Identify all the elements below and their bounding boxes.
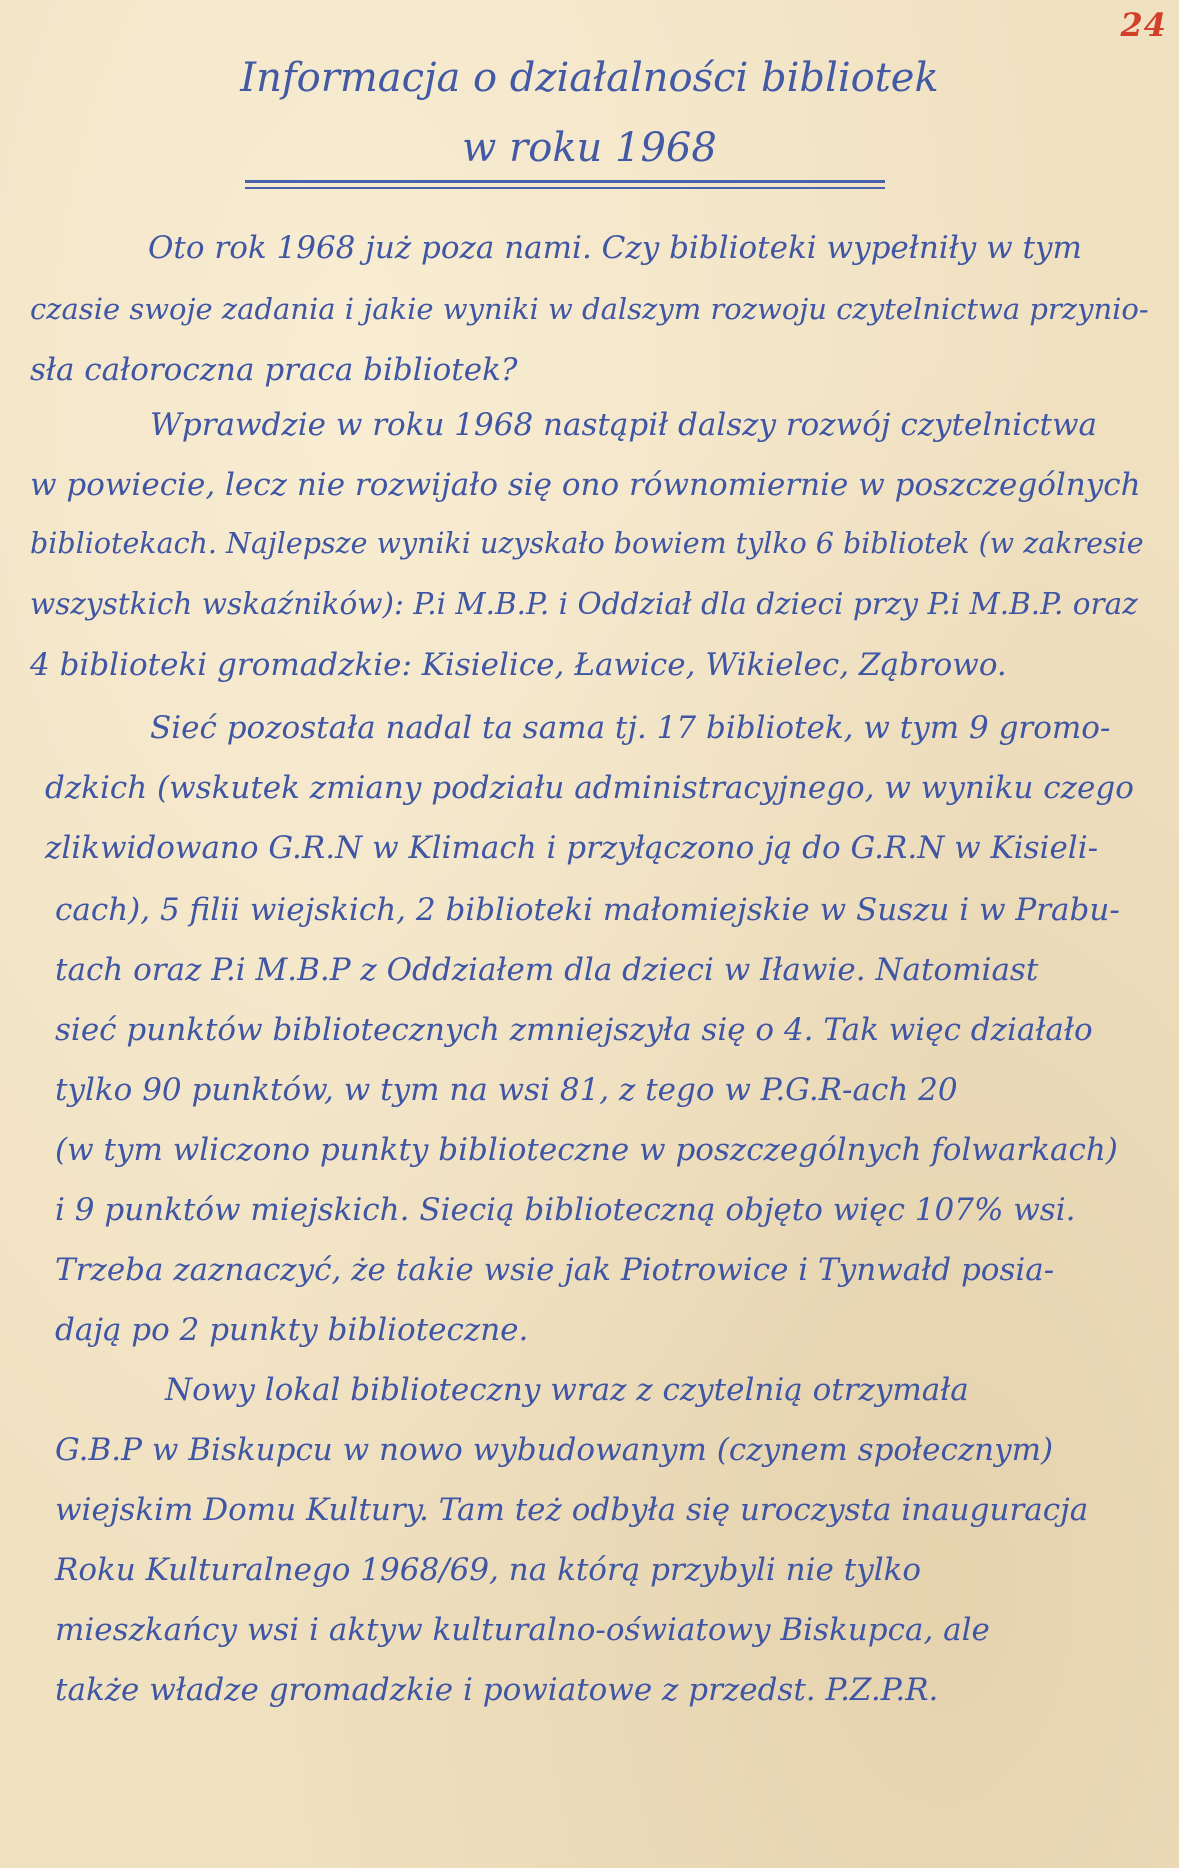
text-line: Trzeba zaznaczyć, że takie wsie jak Piotrowice i Tynwałd posia- bbox=[55, 1252, 1055, 1288]
text-line: bibliotekach. Najlepsze wyniki uzyskało bowiem tylko 6 bibliotek (w zakresie bbox=[30, 527, 1144, 560]
text-line: cach), 5 filii wiejskich, 2 biblioteki małomiejskie w Suszu i w Prabu- bbox=[55, 892, 1120, 928]
page-number: 24 bbox=[1120, 6, 1167, 44]
text-line: sła całoroczna praca bibliotek? bbox=[30, 352, 518, 388]
text-line: G.B.P w Biskupcu w nowo wybudowanym (czynem społecznym) bbox=[55, 1432, 1054, 1468]
text-line: wszystkich wskaźników): P.i M.B.P. i Oddział dla dzieci przy P.i M.B.P. oraz bbox=[30, 587, 1138, 621]
text-line: w powiecie, lecz nie rozwijało się ono równomiernie w poszczególnych bbox=[30, 467, 1141, 503]
text-line: zlikwidowano G.R.N w Klimach i przyłączono ją do G.R.N w Kisieli- bbox=[45, 830, 1099, 866]
text-line: Sieć pozostała nadal ta sama tj. 17 bibliotek, w tym 9 gromo- bbox=[150, 710, 1111, 746]
text-line: i 9 punktów miejskich. Siecią biblioteczną objęto więc 107% wsi. bbox=[55, 1192, 1076, 1228]
text-line: dają po 2 punkty biblioteczne. bbox=[55, 1312, 529, 1348]
text-line: 4 biblioteki gromadzkie: Kisielice, Ławice, Wikielec, Ząbrowo. bbox=[30, 647, 1007, 683]
text-line: tach oraz P.i M.B.P z Oddziałem dla dzieci w Iławie. Natomiast bbox=[55, 952, 1039, 988]
text-line: Nowy lokal biblioteczny wraz z czytelnią otrzymała bbox=[165, 1372, 969, 1408]
text-line: wiejskim Domu Kultury. Tam też odbyła się uroczysta inauguracja bbox=[55, 1492, 1089, 1528]
text-line: mieszkańcy wsi i aktyw kulturalno-oświatowy Biskupca, ale bbox=[55, 1612, 990, 1648]
text-line: tylko 90 punktów, w tym na wsi 81, z tego w P.G.R-ach 20 bbox=[55, 1072, 958, 1108]
text-line: Oto rok 1968 już poza nami. Czy biblioteki wypełniły w tym bbox=[148, 230, 1082, 266]
text-line: także władze gromadzkie i powiatowe z przedst. P.Z.P.R. bbox=[55, 1672, 939, 1708]
text-line: Wprawdzie w roku 1968 nastąpił dalszy rozwój czytelnictwa bbox=[150, 407, 1097, 443]
document-title-line-1: Informacja o działalności bibliotek bbox=[240, 55, 939, 101]
text-line: dzkich (wskutek zmiany podziału administracyjnego, w wyniku czego bbox=[45, 770, 1134, 806]
text-line: sieć punktów bibliotecznych zmniejszyła się o 4. Tak więc działało bbox=[55, 1012, 1093, 1048]
text-line: Roku Kulturalnego 1968/69, na którą przybyli nie tylko bbox=[55, 1552, 922, 1588]
text-line: (w tym wliczono punkty biblioteczne w poszczególnych folwarkach) bbox=[55, 1132, 1118, 1168]
text-line: czasie swoje zadania i jakie wyniki w dalszym rozwoju czytelnictwa przynio- bbox=[30, 292, 1149, 326]
document-title-line-2: w roku 1968 bbox=[462, 125, 717, 171]
